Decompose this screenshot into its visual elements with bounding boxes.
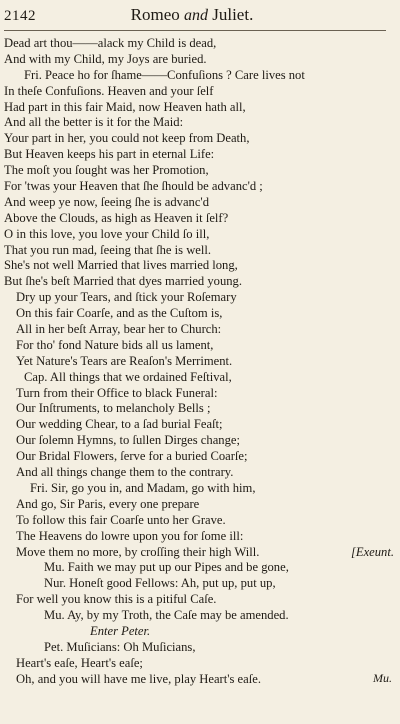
line-text: For 'twas your Heaven that ſhe ſhould be advanc'd ;	[4, 179, 263, 194]
line-text: O in this love, you love your Child ſo ill,	[4, 226, 210, 241]
line-text: Mu. Faith we may put up our Pipes and be gone,	[44, 560, 289, 575]
text-line	[4, 147, 394, 163]
line-text: Nur. Honeſt good Fellows: Ah, put up, put up,	[44, 576, 276, 591]
text-line	[4, 68, 394, 84]
text-line	[4, 100, 394, 116]
stage-direction: [Exeunt.	[350, 544, 394, 559]
play-text	[4, 36, 394, 688]
line-text: Our Inſtruments, to melancholy Bells ;	[16, 401, 211, 416]
line-text: Fri. Peace ho for ſhame——Confuſions ? Care lives not	[24, 67, 305, 82]
text-line	[4, 513, 394, 529]
line-text: Had part in this fair Maid, now Heaven hath all,	[4, 99, 246, 114]
line-text: Pet. Muſicians: Oh Muſicians,	[44, 639, 196, 654]
line-text: All in her beſt Array, bear her to Church:	[16, 322, 222, 337]
text-line	[4, 624, 394, 640]
line-text: Mu. Ay, by my Troth, the Caſe may be amended.	[44, 608, 289, 623]
text-line	[4, 36, 394, 52]
line-text: Heart's eaſe, Heart's eaſe;	[16, 655, 143, 670]
line-text: Above the Clouds, as high as Heaven it ſelf?	[4, 210, 229, 225]
header-rule	[4, 30, 386, 31]
text-line	[4, 592, 394, 608]
text-line	[4, 227, 394, 243]
line-text: Cap. All things that we ordained Feſtival,	[24, 369, 232, 384]
line-text: But ſhe's beſt Married that dyes married young.	[4, 274, 242, 289]
line-text: Our wedding Chear, to a ſad burial Feaſt;	[16, 417, 223, 432]
text-line	[4, 417, 394, 433]
line-text: But Heaven keeps his part in eternal Life:	[4, 147, 215, 162]
title-romeo: Romeo	[130, 5, 180, 24]
line-text: The Heavens do lowre upon you for ſome ill:	[16, 528, 244, 543]
line-text: And weep ye now, ſeeing ſhe is advanc'd	[4, 194, 209, 209]
text-line	[4, 195, 394, 211]
line-text: And with my Child, my Joys are buried.	[4, 51, 207, 66]
text-line	[4, 290, 394, 306]
line-text: Enter Peter.	[90, 623, 151, 638]
line-text: That you run mad, ſeeing that ſhe is well.	[4, 242, 212, 257]
text-line	[4, 656, 394, 672]
text-line	[4, 306, 394, 322]
line-text: And all the better is it for the Maid:	[4, 115, 184, 130]
text-line	[4, 52, 394, 68]
text-line	[4, 449, 394, 465]
line-text: Move them no more, by croſſing their high Will.	[16, 544, 260, 559]
text-line	[4, 243, 394, 259]
line-text: Fri. Sir, go you in, and Madam, go with him,	[30, 480, 256, 495]
line-text: And all things change them to the contrary.	[16, 465, 234, 480]
text-line	[4, 545, 394, 561]
line-text: Dry up your Tears, and ſtick your Roſemary	[16, 290, 237, 305]
running-title	[4, 5, 380, 25]
line-text: Turn from their Office to black Funeral:	[16, 385, 218, 400]
page-number: 2142	[4, 8, 36, 24]
text-line	[4, 529, 394, 545]
text-line	[4, 274, 394, 290]
text-line	[4, 481, 394, 497]
text-line	[4, 354, 394, 370]
text-line	[4, 163, 394, 179]
line-text: And go, Sir Paris, every one prepare	[16, 496, 200, 511]
text-line	[4, 84, 394, 100]
text-line	[4, 338, 394, 354]
line-text: Your part in her, you could not keep from Death,	[4, 131, 250, 146]
line-text: Our ſolemn Hymns, to ſullen Dirges change;	[16, 433, 240, 448]
text-line	[4, 608, 394, 624]
line-text: Dead art thou——alack my Child is dead,	[4, 36, 217, 50]
line-text: For tho' fond Nature bids all us lament,	[16, 337, 214, 352]
text-line	[4, 576, 394, 592]
catchword: Mu.	[373, 671, 392, 685]
line-text: To follow this fair Coarſe unto her Grave.	[16, 512, 226, 527]
title-and: and	[184, 7, 208, 24]
line-text: She's not well Married that lives married long,	[4, 258, 238, 273]
text-line	[4, 322, 394, 338]
line-text: The moſt you ſought was her Promotion,	[4, 163, 209, 178]
text-line	[4, 560, 394, 576]
text-line	[4, 465, 394, 481]
text-line	[4, 672, 394, 688]
line-text: On this fair Coarſe, and as the Cuſtom is,	[16, 306, 223, 321]
text-line	[4, 179, 394, 195]
text-line	[4, 131, 394, 147]
text-line	[4, 401, 394, 417]
line-text: Yet Nature's Tears are Reaſon's Merriment.	[16, 353, 233, 368]
text-line	[4, 497, 394, 513]
text-line	[4, 258, 394, 274]
line-text: For well you know this is a pitiful Caſe.	[16, 592, 217, 607]
text-line	[4, 211, 394, 227]
running-header	[4, 4, 380, 30]
line-text: Our Bridal Flowers, ſerve for a buried Coarſe;	[16, 449, 248, 464]
line-text: Oh, and you will have me live, play Heart's eaſe.	[16, 671, 261, 686]
text-line	[4, 433, 394, 449]
text-line	[4, 115, 394, 131]
title-juliet: Juliet.	[212, 5, 254, 24]
text-line	[4, 640, 394, 656]
line-text: In theſe Confuſions. Heaven and your ſelf	[4, 83, 214, 98]
text-line	[4, 370, 394, 386]
text-line	[4, 386, 394, 402]
